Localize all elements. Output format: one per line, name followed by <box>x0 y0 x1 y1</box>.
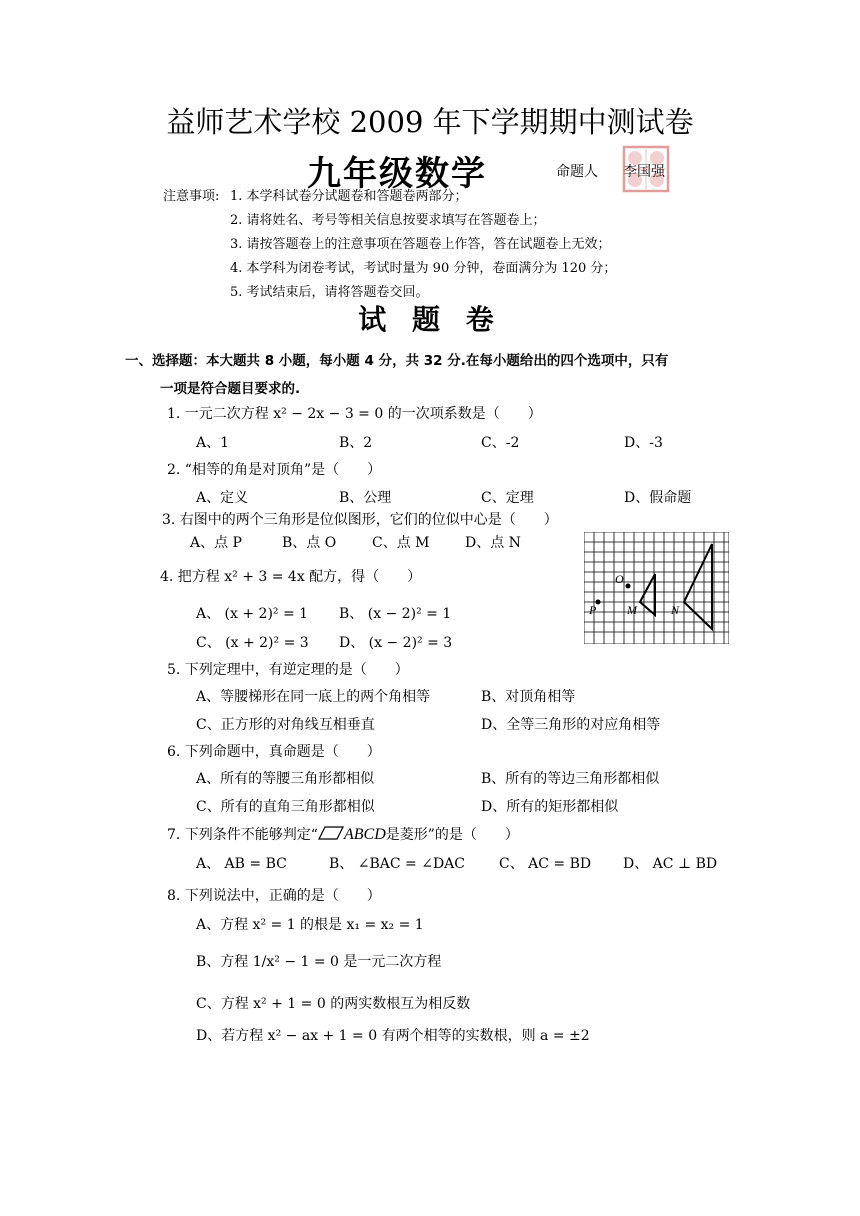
q5-option-a: A、等腰梯形在同一底上的两个角相等 <box>196 689 431 705</box>
question-4: 4. 把方程 x² + 3 = 4x 配方，得（ ） <box>160 569 422 585</box>
q2-option-a: A、定义 <box>196 490 249 506</box>
q1-option-a: A、1 <box>196 435 230 451</box>
section-heading-cont: 一项是符合题目要求的. <box>160 381 301 397</box>
notice-item: 1. 本学科试卷分试题卷和答题卷两部分； <box>230 189 468 204</box>
q3-option-b: B、点 O <box>282 535 337 551</box>
q2-option-c: C、定理 <box>481 490 534 506</box>
notice-item: 3. 请按答题卷上的注意事项在答题卷上作答，答在试题卷上无效； <box>230 237 611 252</box>
label-o: O <box>615 572 624 586</box>
label-m: M <box>627 603 637 617</box>
subject-title: 九年级数学 <box>307 154 487 194</box>
q3-option-c: C、点 M <box>372 535 430 551</box>
q4-option-b: B、 (x − 2)² = 1 <box>339 606 452 622</box>
question-5: 5. 下列定理中，有逆定理的是（ ） <box>167 662 409 678</box>
q7-text-before: 7. 下列条件不能够判定“ <box>167 827 318 843</box>
author-name: 李国强 <box>623 164 665 180</box>
parallelogram-icon <box>318 826 344 840</box>
q7-shape-name: ABCD <box>343 826 386 843</box>
q1-option-c: C、-2 <box>481 435 520 451</box>
q5-option-c: C、正方形的对角线互相垂直 <box>196 717 375 733</box>
q7-option-d: D、 AC ⊥ BD <box>623 856 718 872</box>
q2-option-b: B、公理 <box>339 490 392 506</box>
question-3: 3. 右图中的两个三角形是位似图形，它们的位似中心是（ ） <box>162 512 558 528</box>
label-n: N <box>671 603 680 617</box>
exam-school-title: 益师艺术学校 2009 年下学期期中测试卷 <box>166 105 694 139</box>
notice-item: 2. 请将姓名、考号等相关信息按要求填写在答题卷上； <box>230 213 546 228</box>
section-heading: 一、选择题：本大题共 8 小题，每小题 4 分，共 32 分.在每小题给出的四个选项中，只有 <box>125 353 669 369</box>
notice-item: 5. 考试结束后，请将答题卷交回。 <box>230 285 429 300</box>
label-p: P <box>589 603 597 617</box>
q7-option-c: C、 AC = BD <box>499 856 592 872</box>
question-8: 8. 下列说法中，正确的是（ ） <box>167 888 381 904</box>
q2-option-d: D、假命题 <box>624 490 692 506</box>
q3-option-d: D、点 N <box>465 535 521 551</box>
q1-option-b: B、2 <box>339 435 373 451</box>
q8-option-a: A、方程 x² = 1 的根是 x₁ = x₂ = 1 <box>196 917 424 933</box>
q8-option-c: C、方程 x² + 1 = 0 的两实数根互为相反数 <box>196 996 471 1012</box>
q6-option-d: D、所有的矩形都相似 <box>481 799 619 815</box>
q1-option-d: D、-3 <box>624 435 663 451</box>
q7-option-b: B、 ∠BAC = ∠DAC <box>329 856 465 872</box>
q6-option-b: B、所有的等边三角形都相似 <box>481 771 660 787</box>
q7-text-after: 是菱形”的是（ ） <box>385 827 519 843</box>
question-7 <box>167 824 519 844</box>
question-6: 6. 下列命题中，真命题是（ ） <box>167 744 381 760</box>
similar-triangles-figure <box>584 532 729 644</box>
q4-option-a: A、 (x + 2)² = 1 <box>196 606 309 622</box>
author-label: 命题人 <box>556 164 598 180</box>
q5-option-b: B、对顶角相等 <box>481 689 576 705</box>
q5-option-d: D、全等三角形的对应角相等 <box>481 717 661 733</box>
question-1: 1. 一元二次方程 x² − 2x − 3 = 0 的一次项系数是（ ） <box>167 406 542 422</box>
q8-option-b: B、方程 1/x² − 1 = 0 是一元二次方程 <box>196 954 442 970</box>
q6-option-a: A、所有的等腰三角形都相似 <box>196 771 375 787</box>
seal-stamp-icon <box>622 145 670 193</box>
notice-label: 注意事项: <box>163 189 220 204</box>
q6-option-c: C、所有的直角三角形都相似 <box>196 799 375 815</box>
exam-paper-title: 试 题 卷 <box>358 303 502 336</box>
q4-option-c: C、 (x + 2)² = 3 <box>196 635 309 651</box>
q3-option-a: A、点 P <box>190 535 242 551</box>
notice-item: 4. 本学科为闭卷考试，考试时量为 90 分钟，卷面满分为 120 分； <box>230 261 617 276</box>
q8-option-d: D、若方程 x² − ax + 1 = 0 有两个相等的实数根，则 a = ±2 <box>196 1028 590 1044</box>
question-2: 2. “相等的角是对顶角”是（ ） <box>167 462 382 478</box>
q7-option-a: A、 AB = BC <box>196 856 287 872</box>
q4-option-d: D、 (x − 2)² = 3 <box>339 635 453 651</box>
